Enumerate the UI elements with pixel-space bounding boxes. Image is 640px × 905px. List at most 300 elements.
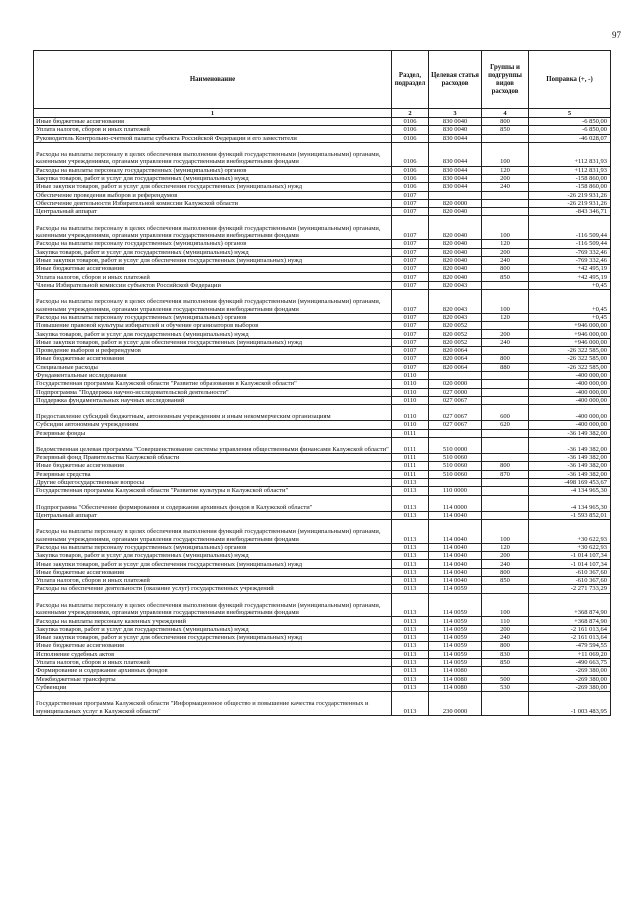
table-row	[34, 560, 611, 568]
cell-amount: -6 850,00	[529, 126, 611, 134]
cell-section: 0111	[392, 462, 429, 470]
table-row	[34, 347, 611, 355]
cell-section: 0113	[392, 642, 429, 650]
cell-target: 114 0040	[429, 511, 482, 519]
cell-group: 800	[482, 118, 529, 126]
cell-section: 0107	[392, 313, 429, 321]
cell-name: Иные закупки товаров, работ и услуг для обеспечения государственных (муниципальных) нужд	[34, 183, 392, 191]
cell-target: 110 0000	[429, 487, 482, 495]
cell-group: 870	[482, 470, 529, 478]
cell-section: 0107	[392, 191, 429, 199]
cell-target: 027 0067	[429, 421, 482, 429]
cell-name: Фундаментальные исследования	[34, 371, 392, 379]
cell-name: Члены Избирательной комиссии субъектов Российской Федерации	[34, 281, 392, 289]
cell-group	[482, 388, 529, 396]
cell-amount: -6 850,00	[529, 118, 611, 126]
cell-amount: +946 000,00	[529, 330, 611, 338]
cell-section: 0113	[392, 692, 429, 716]
cell-group	[482, 478, 529, 486]
table-row	[34, 658, 611, 666]
cell-name: Расходы на выплаты персоналу в целях обеспечения выполнения функций государственными (муниципальными) органами, казенными учреждениями, органами управления государственными внебюджетными фондами	[34, 142, 392, 166]
cell-name: Расходы на выплаты персоналу в целях обеспечения выполнения функций государственными (муниципальными) органами, казенными учреждениями, органами управления государственными внебюджетными фондами	[34, 593, 392, 617]
cell-section: 0107	[392, 256, 429, 264]
cell-section: 0107	[392, 363, 429, 371]
cell-name: Проведение выборов и референдумов	[34, 347, 392, 355]
cell-amount: -498 169 453,67	[529, 478, 611, 486]
column-number-row	[34, 109, 611, 118]
header-target: Целевая статья расходов	[429, 51, 482, 109]
cell-amount: -36 149 382,00	[529, 470, 611, 478]
cell-target: 114 0059	[429, 642, 482, 650]
cell-target: 820 0000	[429, 199, 482, 207]
cell-amount: -158 860,00	[529, 183, 611, 191]
table-row	[34, 388, 611, 396]
cell-amount: -116 509,44	[529, 216, 611, 240]
cell-name: Резервные фонды	[34, 429, 392, 437]
cell-name: Другие общегосударственные вопросы	[34, 478, 392, 486]
table-row	[34, 199, 611, 207]
header-group: Группы и подгруппы видов расходов	[482, 51, 529, 109]
cell-amount: -610 367,60	[529, 577, 611, 585]
cell-section: 0106	[392, 126, 429, 134]
cell-amount: +30 622,93	[529, 520, 611, 544]
cell-group	[482, 667, 529, 675]
cell-amount: -36 149 382,00	[529, 437, 611, 453]
cell-amount: -36 149 382,00	[529, 429, 611, 437]
table-row	[34, 240, 611, 248]
cell-section: 0110	[392, 388, 429, 396]
cell-target: 830 0044	[429, 134, 482, 142]
cell-target: 114 0059	[429, 617, 482, 625]
cell-target: 830 0044	[429, 174, 482, 182]
cell-group	[482, 191, 529, 199]
cell-target: 027 0067	[429, 396, 482, 404]
table-row	[34, 585, 611, 593]
cell-target: 820 0043	[429, 281, 482, 289]
cell-target: 114 0080	[429, 683, 482, 691]
table-row	[34, 338, 611, 346]
cell-name: Исполнение судебных актов	[34, 650, 392, 658]
cell-name: Формирование и содержание архивных фондов	[34, 667, 392, 675]
cell-target: 830 0040	[429, 126, 482, 134]
cell-amount: -36 149 382,00	[529, 454, 611, 462]
cell-name: Закупка товаров, работ и услуг для государственных (муниципальных) нужд	[34, 625, 392, 633]
cell-target: 820 0064	[429, 355, 482, 363]
cell-name: Центральный аппарат	[34, 511, 392, 519]
cell-amount: -26 322 585,00	[529, 347, 611, 355]
cell-amount: -2 161 013,64	[529, 625, 611, 633]
cell-section: 0113	[392, 543, 429, 551]
table-row	[34, 692, 611, 716]
table-row	[34, 683, 611, 691]
cell-target: 820 0040	[429, 240, 482, 248]
cell-target: 114 0080	[429, 675, 482, 683]
cell-group	[482, 487, 529, 495]
cell-section: 0111	[392, 454, 429, 462]
cell-amount: -26 322 585,00	[529, 355, 611, 363]
cell-group: 120	[482, 166, 529, 174]
cell-name: Подпрограмма "Обеспечение формирования и содержания архивных фондов в Калужской области"	[34, 495, 392, 511]
table-row	[34, 248, 611, 256]
column-number: 5	[529, 109, 611, 118]
cell-section: 0107	[392, 322, 429, 330]
cell-amount: +946 000,00	[529, 338, 611, 346]
cell-group: 800	[482, 462, 529, 470]
table-row	[34, 166, 611, 174]
cell-section: 0113	[392, 683, 429, 691]
table-row	[34, 478, 611, 486]
table-row	[34, 593, 611, 617]
cell-section: 0113	[392, 560, 429, 568]
cell-group: 830	[482, 650, 529, 658]
cell-section: 0106	[392, 166, 429, 174]
cell-target: 820 0043	[429, 313, 482, 321]
cell-target: 820 0040	[429, 248, 482, 256]
cell-name: Резервные средства	[34, 470, 392, 478]
cell-group: 200	[482, 248, 529, 256]
cell-group: 120	[482, 543, 529, 551]
cell-name: Иные бюджетные ассигнования	[34, 568, 392, 576]
cell-section: 0107	[392, 208, 429, 216]
cell-amount: +0,45	[529, 313, 611, 321]
cell-target: 820 0040	[429, 273, 482, 281]
cell-section: 0113	[392, 667, 429, 675]
table-row	[34, 675, 611, 683]
cell-amount: -36 149 382,00	[529, 462, 611, 470]
cell-target: 114 0080	[429, 667, 482, 675]
cell-group: 620	[482, 421, 529, 429]
cell-section: 0113	[392, 658, 429, 666]
cell-amount: -26 219 931,26	[529, 191, 611, 199]
table-row	[34, 208, 611, 216]
cell-group	[482, 396, 529, 404]
table-row	[34, 126, 611, 134]
header-section: Раздел, подраздел	[392, 51, 429, 109]
table-row	[34, 183, 611, 191]
cell-group	[482, 371, 529, 379]
cell-section: 0111	[392, 437, 429, 453]
table-row	[34, 118, 611, 126]
cell-section: 0107	[392, 355, 429, 363]
cell-name: Государственная программа Калужской области "Информационное общество и повышение качества государственных и муниципальных услуг в Калужской области"	[34, 692, 392, 716]
cell-name: Специальные расходы	[34, 363, 392, 371]
cell-name: Закупка товаров, работ и услуг для государственных (муниципальных) нужд	[34, 330, 392, 338]
cell-section: 0107	[392, 273, 429, 281]
cell-target: 114 0059	[429, 650, 482, 658]
cell-amount: -400 000,00	[529, 396, 611, 404]
cell-section: 0113	[392, 675, 429, 683]
cell-name: Расходы на выплаты персоналу государственных (муниципальных) органов	[34, 166, 392, 174]
cell-name: Закупка товаров, работ и услуг для государственных (муниципальных) нужд	[34, 248, 392, 256]
cell-group: 200	[482, 330, 529, 338]
cell-group: 240	[482, 256, 529, 264]
cell-name: Уплата налогов, сборов и иных платежей	[34, 577, 392, 585]
cell-name: Закупка товаров, работ и услуг для государственных (муниципальных) нужд	[34, 552, 392, 560]
cell-amount: -1 014 107,34	[529, 560, 611, 568]
cell-target: 027 0067	[429, 405, 482, 421]
cell-target: 114 0040	[429, 577, 482, 585]
cell-group	[482, 454, 529, 462]
cell-target: 830 0044	[429, 183, 482, 191]
cell-amount: -1 593 852,01	[529, 511, 611, 519]
cell-target: 114 0059	[429, 658, 482, 666]
table-row	[34, 405, 611, 421]
cell-group: 240	[482, 338, 529, 346]
cell-section: 0113	[392, 585, 429, 593]
table-row	[34, 396, 611, 404]
table-row	[34, 330, 611, 338]
cell-group: 100	[482, 520, 529, 544]
cell-name: Уплата налогов, сборов и иных платежей	[34, 273, 392, 281]
table-row	[34, 290, 611, 314]
cell-group: 530	[482, 683, 529, 691]
cell-group: 880	[482, 363, 529, 371]
cell-target: 510 0000	[429, 437, 482, 453]
cell-target: 820 0040	[429, 256, 482, 264]
cell-name: Руководитель Контрольно-счетной палаты субъекта Российской Федерации и его заместители	[34, 134, 392, 142]
cell-target: 114 0059	[429, 593, 482, 617]
cell-target	[429, 429, 482, 437]
cell-amount: -269 380,00	[529, 683, 611, 691]
cell-name: Межбюджетные трансферты	[34, 675, 392, 683]
cell-amount: -479 594,55	[529, 642, 611, 650]
column-number: 4	[482, 109, 529, 118]
cell-section: 0110	[392, 371, 429, 379]
cell-amount: -1 003 483,95	[529, 692, 611, 716]
cell-section: 0113	[392, 478, 429, 486]
cell-name: Расходы на выплаты персоналу казенных учреждений	[34, 617, 392, 625]
cell-name: Государственная программа Калужской области "Развитие образования в Калужской области"	[34, 380, 392, 388]
cell-group: 800	[482, 265, 529, 273]
cell-name: Центральный аппарат	[34, 208, 392, 216]
cell-name: Закупка товаров, работ и услуг для государственных (муниципальных) нужд	[34, 174, 392, 182]
cell-group: 500	[482, 675, 529, 683]
cell-group: 100	[482, 290, 529, 314]
cell-target: 820 0040	[429, 265, 482, 273]
table-row	[34, 281, 611, 289]
cell-amount: -400 000,00	[529, 380, 611, 388]
cell-section: 0107	[392, 338, 429, 346]
cell-section: 0113	[392, 593, 429, 617]
table-row	[34, 625, 611, 633]
table-row	[34, 174, 611, 182]
cell-target: 820 0052	[429, 330, 482, 338]
cell-name: Обеспечение деятельности Избирательной комиссии Калужской области	[34, 199, 392, 207]
cell-target: 820 0040	[429, 208, 482, 216]
cell-group: 850	[482, 658, 529, 666]
cell-group: 240	[482, 560, 529, 568]
cell-target: 230 0000	[429, 692, 482, 716]
cell-amount: -769 332,46	[529, 256, 611, 264]
cell-amount: -2 161 013,64	[529, 634, 611, 642]
cell-amount: -4 134 965,30	[529, 495, 611, 511]
cell-group	[482, 281, 529, 289]
cell-amount: -2 271 733,29	[529, 585, 611, 593]
cell-name: Иные бюджетные ассигнования	[34, 462, 392, 470]
cell-section: 0107	[392, 290, 429, 314]
cell-target: 820 0052	[429, 322, 482, 330]
cell-section: 0111	[392, 429, 429, 437]
cell-target: 830 0044	[429, 142, 482, 166]
cell-name: Подпрограмма "Поддержка научно-исследовательской деятельности"	[34, 388, 392, 396]
cell-target: 510 0060	[429, 462, 482, 470]
cell-name: Государственная программа Калужской области "Развитие культуры в Калужской области"	[34, 487, 392, 495]
cell-section: 0110	[392, 380, 429, 388]
cell-name: Иные бюджетные ассигнования	[34, 265, 392, 273]
table-row	[34, 371, 611, 379]
cell-target: 820 0052	[429, 338, 482, 346]
table-row	[34, 470, 611, 478]
cell-name: Расходы на выплаты персоналу в целях обеспечения выполнения функций государственными (муниципальными) органами, казенными учреждениями, органами управления государственными внебюджетными фондами	[34, 520, 392, 544]
cell-group	[482, 208, 529, 216]
cell-amount: -1 014 107,34	[529, 552, 611, 560]
cell-amount: +368 874,90	[529, 617, 611, 625]
cell-name: Иные бюджетные ассигнования	[34, 642, 392, 650]
cell-target: 114 0059	[429, 634, 482, 642]
cell-group: 800	[482, 642, 529, 650]
cell-group	[482, 692, 529, 716]
cell-name: Субвенции	[34, 683, 392, 691]
table-row	[34, 454, 611, 462]
cell-group: 800	[482, 568, 529, 576]
cell-target: 114 0040	[429, 552, 482, 560]
cell-target: 114 0059	[429, 585, 482, 593]
table-row	[34, 577, 611, 585]
cell-target: 114 0040	[429, 560, 482, 568]
table-row	[34, 650, 611, 658]
table-row	[34, 495, 611, 511]
cell-section: 0113	[392, 495, 429, 511]
table-row	[34, 313, 611, 321]
cell-amount: +0,45	[529, 281, 611, 289]
table-row	[34, 667, 611, 675]
cell-name: Ведомственная целевая программа "Совершенствование системы управления общественными финансами Калужской области"	[34, 437, 392, 453]
cell-name: Расходы на выплаты персоналу государственных (муниципальных) органов	[34, 240, 392, 248]
cell-amount: +368 874,90	[529, 593, 611, 617]
cell-section: 0111	[392, 470, 429, 478]
cell-section: 0113	[392, 634, 429, 642]
cell-target: 114 0040	[429, 520, 482, 544]
cell-target: 510 0060	[429, 454, 482, 462]
cell-target: 114 0040	[429, 543, 482, 551]
cell-amount: -400 000,00	[529, 421, 611, 429]
cell-section: 0107	[392, 330, 429, 338]
cell-section: 0113	[392, 520, 429, 544]
cell-section: 0113	[392, 625, 429, 633]
table-row	[34, 511, 611, 519]
header-row	[34, 51, 611, 109]
table-row	[34, 552, 611, 560]
table-row	[34, 642, 611, 650]
header-name: Наименование	[34, 51, 392, 109]
table-row	[34, 380, 611, 388]
cell-name: Предоставление субсидий бюджетным, автономным учреждениям и иным некоммерческим организациям	[34, 405, 392, 421]
table-row	[34, 273, 611, 281]
cell-section: 0106	[392, 118, 429, 126]
cell-section: 0110	[392, 396, 429, 404]
table-row	[34, 355, 611, 363]
cell-group: 600	[482, 405, 529, 421]
cell-amount: -269 380,00	[529, 667, 611, 675]
table-row	[34, 487, 611, 495]
cell-section: 0113	[392, 650, 429, 658]
cell-target	[429, 191, 482, 199]
cell-section: 0110	[392, 421, 429, 429]
cell-amount: +11 069,20	[529, 650, 611, 658]
cell-name: Повышение правовой культуры избирателей и обучение организаторов выборов	[34, 322, 392, 330]
cell-amount: -26 322 585,00	[529, 363, 611, 371]
cell-group: 200	[482, 625, 529, 633]
cell-name: Иные бюджетные ассигнования	[34, 118, 392, 126]
cell-name: Обеспечение проведения выборов и референдумов	[34, 191, 392, 199]
cell-amount: -843 346,71	[529, 208, 611, 216]
cell-group: 850	[482, 577, 529, 585]
cell-section: 0107	[392, 248, 429, 256]
table-row	[34, 421, 611, 429]
cell-target: 027 0000	[429, 388, 482, 396]
cell-group: 100	[482, 593, 529, 617]
cell-amount: -158 860,00	[529, 174, 611, 182]
cell-target	[429, 478, 482, 486]
cell-group: 800	[482, 355, 529, 363]
cell-section: 0113	[392, 552, 429, 560]
cell-target: 114 0059	[429, 625, 482, 633]
cell-amount: -400 000,00	[529, 371, 611, 379]
cell-section: 0110	[392, 405, 429, 421]
table-row	[34, 265, 611, 273]
cell-amount: +112 831,93	[529, 166, 611, 174]
cell-name: Расходы на выплаты персоналу государственных (муниципальных) органов	[34, 543, 392, 551]
cell-amount: -490 663,75	[529, 658, 611, 666]
cell-name: Иные закупки товаров, работ и услуг для обеспечения государственных (муниципальных) нужд	[34, 634, 392, 642]
cell-group: 200	[482, 174, 529, 182]
cell-target: 114 0000	[429, 495, 482, 511]
cell-group: 240	[482, 183, 529, 191]
column-number: 3	[429, 109, 482, 118]
table-row	[34, 322, 611, 330]
cell-target: 820 0064	[429, 347, 482, 355]
cell-group: 100	[482, 216, 529, 240]
column-number: 2	[392, 109, 429, 118]
cell-group	[482, 429, 529, 437]
cell-name: Иные закупки товаров, работ и услуг для обеспечения государственных (муниципальных) нужд	[34, 256, 392, 264]
cell-group: 110	[482, 617, 529, 625]
cell-section: 0113	[392, 511, 429, 519]
cell-amount: -769 332,46	[529, 248, 611, 256]
cell-section: 0113	[392, 617, 429, 625]
table-row	[34, 634, 611, 642]
cell-amount: -4 134 965,30	[529, 487, 611, 495]
cell-amount: -116 509,44	[529, 240, 611, 248]
cell-group: 120	[482, 240, 529, 248]
cell-amount: +946 000,00	[529, 322, 611, 330]
table-row	[34, 462, 611, 470]
cell-amount: -400 000,00	[529, 388, 611, 396]
table-row	[34, 543, 611, 551]
cell-section: 0106	[392, 142, 429, 166]
cell-name: Расходы на выплаты персоналу в целях обеспечения выполнения функций государственными (муниципальными) органами, казенными учреждениями, органами управления государственными внебюджетными фондами	[34, 290, 392, 314]
cell-group	[482, 199, 529, 207]
table-row	[34, 216, 611, 240]
cell-group: 240	[482, 634, 529, 642]
cell-target: 114 0040	[429, 568, 482, 576]
table-row	[34, 429, 611, 437]
cell-name: Резервный фонд Правительства Калужской области	[34, 454, 392, 462]
cell-name: Расходы на обеспечение деятельности (оказание услуг) государственных учреждений	[34, 585, 392, 593]
table-row	[34, 363, 611, 371]
table-row	[34, 568, 611, 576]
cell-section: 0113	[392, 577, 429, 585]
